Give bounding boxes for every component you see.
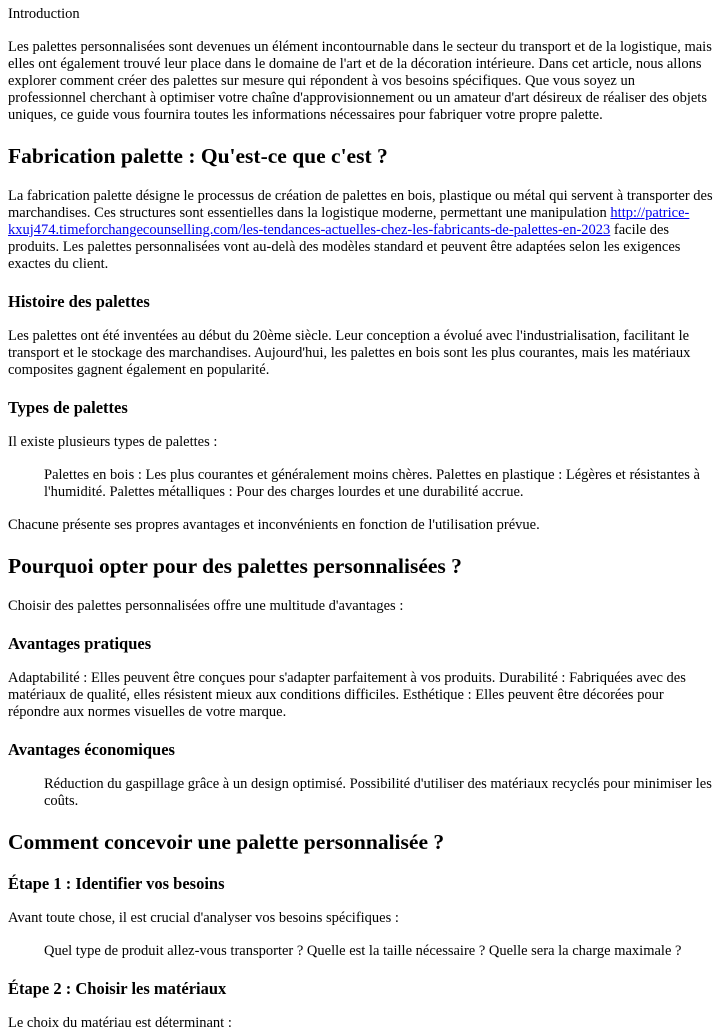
section-heading-design: Comment concevoir une palette personnalisée ? — [8, 830, 445, 854]
fabrication-text-after-link: facile des produits. Les palettes personnalisées vont au-delà des modèles standard et peuvent être adaptées selon les exigences exactes du client. — [8, 222, 681, 272]
subheading-types: Types de palettes — [8, 398, 128, 417]
economic-quote: Réduction du gaspillage grâce à un design optimisé. Possibilité d'utiliser des matériaux recyclés pour minimiser les coûts. — [44, 776, 712, 809]
intro-paragraph: Les palettes personnalisées sont devenues un élément incontournable dans le secteur du transport et de la logistique, mais elles ont également trouvé leur place dans le domaine de l'art et de la décoration intérieure. Dans cet article, nous allons explorer comment créer des palettes sur mesure qui répondent à vos besoins spécifiques. Que vous soyez un professionnel cherchant à optimiser votre chaîne d'approvisionnement ou un amateur d'art désireux de réaliser des objets uniques, ce guide vous fournira toutes les informations nécessaires pour fabriquer votre propre palette. — [8, 39, 712, 123]
types-intro: Il existe plusieurs types de palettes : — [8, 434, 218, 450]
step1-paragraph: Avant toute chose, il est crucial d'analyser vos besoins spécifiques : — [8, 910, 399, 926]
article-link[interactable]: http://patrice-kxuj474.timeforchangecounselling.com/les-tendances-actuelles-chez-les-fabricants-de-palettes-en-2023 — [8, 205, 690, 238]
subheading-history: Histoire des palettes — [8, 292, 150, 311]
subheading-practical: Avantages pratiques — [8, 634, 152, 653]
subheading-economic: Avantages économiques — [8, 740, 175, 759]
fabrication-text-before-link: La fabrication palette désigne le processus de création de palettes en bois, plastique ou métal qui servent à transporter des marchandises. Ces structures sont essentielles dans la logistique moderne, permettant une manipulation — [8, 188, 713, 221]
subheading-step1: Étape 1 : Identifier vos besoins — [8, 874, 225, 893]
fabrication-paragraph — [8, 188, 714, 273]
intro-label: Introduction — [8, 6, 80, 22]
types-quote: Palettes en bois : Les plus courantes et généralement moins chères. Palettes en plastique : Légères et résistantes à l'humidité. Palettes métalliques : Pour des charges lourdes et une durabilité accrue. — [44, 467, 700, 500]
step1-quote: Quel type de produit allez-vous transporter ? Quelle est la taille nécessaire ? Quelle sera la charge maximale ? — [44, 943, 682, 959]
types-conclusion: Chacune présente ses propres avantages et inconvénients en fonction de l'utilisation prévue. — [8, 517, 540, 533]
practical-paragraph: Adaptabilité : Elles peuvent être conçues pour s'adapter parfaitement à vos produits. Durabilité : Fabriquées avec des matériaux de qualité, elles résistent mieux aux conditions difficiles. Esthétique : Elles peuvent être décorées pour répondre aux normes visuelles de votre marque. — [8, 670, 686, 720]
subheading-step2: Étape 2 : Choisir les matériaux — [8, 979, 227, 998]
section-heading-fabrication: Fabrication palette : Qu'est-ce que c'est ? — [8, 144, 388, 168]
history-paragraph: Les palettes ont été inventées au début du 20ème siècle. Leur conception a évolué avec l'industrialisation, facilitant le transport et le stockage des marchandises. Aujourd'hui, les palettes en bois sont les plus courantes, mais les matériaux composites gagnent également en popularité. — [8, 328, 691, 378]
why-intro: Choisir des palettes personnalisées offre une multitude d'avantages : — [8, 598, 404, 614]
step2-paragraph: Le choix du matériau est déterminant : — [8, 1015, 232, 1031]
section-heading-why: Pourquoi opter pour des palettes personnalisées ? — [8, 554, 462, 578]
